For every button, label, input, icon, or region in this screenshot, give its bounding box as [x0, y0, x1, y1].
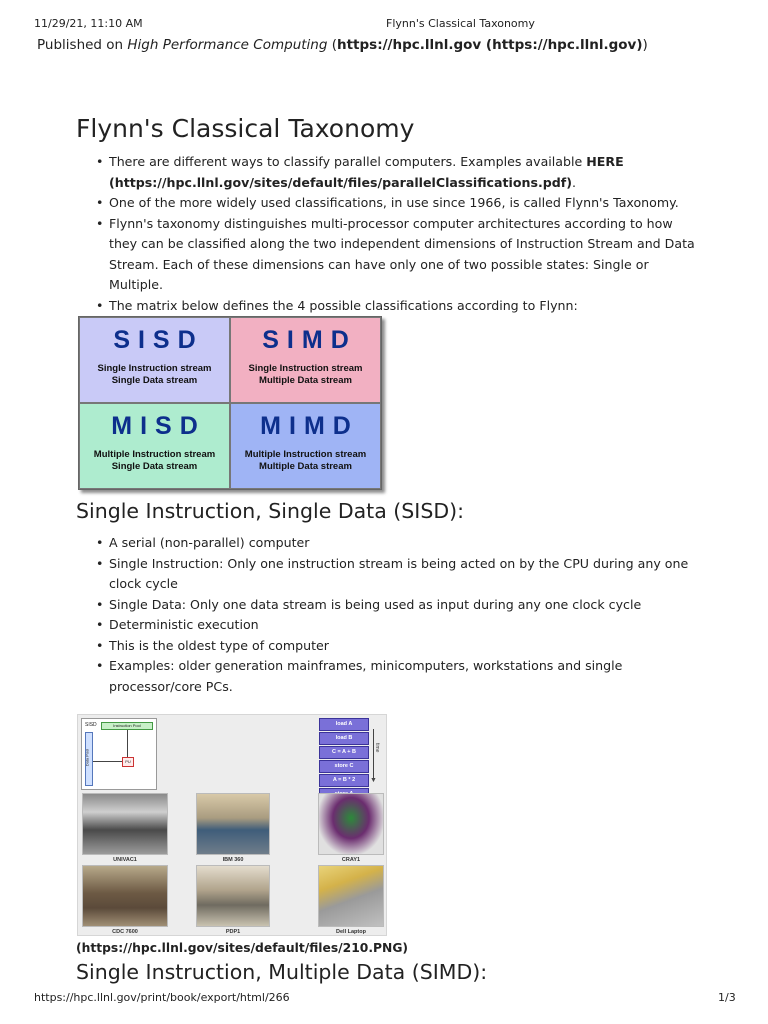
photo-cray1 [318, 793, 384, 863]
matrix-cell-mimd [230, 403, 381, 489]
matrix-cell-desc [94, 449, 215, 473]
list-item: • Single Data: Only one data stream is being used as input during any one clock cycle [92, 595, 702, 616]
dell-laptop-image [318, 865, 384, 927]
matrix-desc-line: Single Instruction stream [97, 363, 212, 374]
data-pool [85, 732, 93, 786]
site-name: High Performance Computing [127, 37, 328, 53]
time-label: time [374, 743, 380, 753]
cdc7600-image [82, 865, 168, 927]
matrix-desc-line: Multiple Data stream [259, 375, 352, 386]
matrix-cell-desc [248, 363, 362, 387]
list-item-text: There are different ways to classify parallel computers. Examples available [109, 154, 587, 169]
data-pool-label: Data Pool [84, 748, 90, 767]
matrix-cell-abbr: MISD [111, 412, 206, 440]
matrix-desc-line: Multiple Instruction stream [244, 449, 367, 460]
sisd-heading: Single Instruction, Single Data (SISD): [76, 499, 465, 523]
matrix-desc-line: Single Data stream [111, 461, 198, 472]
site-url-link[interactable]: https://hpc.llnl.gov (https://hpc.llnl.gov) [336, 37, 643, 53]
photo-cdc7600 [82, 865, 168, 935]
intro-bullet-list [92, 152, 702, 316]
matrix-cell-desc [245, 449, 366, 473]
print-page-number: 1/3 [718, 991, 736, 1004]
list-item [92, 152, 702, 193]
page-title: Flynn's Classical Taxonomy [76, 114, 415, 143]
matrix-cell-sisd [79, 317, 230, 403]
connector-line [93, 761, 122, 762]
photo-caption: IBM 360 [222, 857, 244, 863]
list-item: • This is the oldest type of computer [92, 636, 702, 657]
photo-caption: Dell Laptop [336, 929, 366, 935]
instruction-step: load A [319, 718, 369, 731]
photo-caption: UNIVAC1 [113, 857, 137, 863]
matrix-desc-line: Multiple Data stream [259, 461, 352, 472]
univac1-image [82, 793, 168, 855]
here-link[interactable]: HERE [586, 154, 624, 169]
list-item-suffix: . [572, 174, 577, 190]
instruction-step: C = A + B [319, 746, 369, 759]
sisd-figure [77, 714, 387, 936]
photo-dell-laptop [318, 865, 384, 935]
matrix-cell-abbr: MIMD [260, 412, 359, 440]
matrix-desc-line: Single Instruction stream [248, 363, 363, 374]
photo-pdp1 [196, 865, 270, 935]
matrix-cell-abbr: SISD [113, 326, 204, 354]
timeline-axis [373, 729, 374, 779]
print-page-title: Flynn's Classical Taxonomy [386, 17, 535, 30]
published-line [37, 37, 648, 53]
matrix-cell-abbr: SIMD [262, 326, 357, 354]
matrix-cell-simd [230, 317, 381, 403]
instruction-step: store C [319, 760, 369, 773]
print-footer-url: https://hpc.llnl.gov/print/book/export/html/266 [34, 991, 290, 1004]
photo-ibm360 [196, 793, 270, 863]
matrix-desc-line: Single Data stream [111, 375, 198, 386]
photo-caption: CDC 7600 [112, 929, 138, 935]
instruction-stack [319, 718, 369, 802]
diagram-label: SISD [85, 722, 97, 728]
photo-caption: CRAY1 [341, 857, 361, 863]
list-item: • Examples: older generation mainframes, minicomputers, workstations and single processor/core PCs. [92, 656, 702, 697]
cray1-image [318, 793, 384, 855]
published-prefix: Published on [37, 37, 128, 53]
sisd-bullet-list [92, 533, 702, 697]
arrow-down-icon: ▼ [370, 777, 377, 784]
instruction-step: A = B * 2 [319, 774, 369, 787]
list-item: • The matrix below defines the 4 possible classifications according to Flynn: [92, 296, 702, 317]
pdp1-image [196, 865, 270, 927]
simd-heading: Single Instruction, Multiple Data (SIMD): [76, 960, 488, 984]
matrix-desc-line: Multiple Instruction stream [93, 449, 216, 460]
photo-caption: PDP1 [225, 929, 241, 935]
list-item: • Single Instruction: Only one instruction stream is being acted on by the CPU during any one clock cycle [92, 554, 702, 595]
flynn-matrix [78, 316, 382, 490]
connector-line [127, 730, 128, 757]
instruction-step: load B [319, 732, 369, 745]
here-link-url[interactable]: (https://hpc.llnl.gov/sites/default/files/parallelClassifications.pdf) [109, 174, 572, 190]
published-close-paren: ) [642, 37, 648, 53]
list-item: • A serial (non-parallel) computer [92, 533, 702, 554]
matrix-cell-misd [79, 403, 230, 489]
list-item: • Flynn's taxonomy distinguishes multi-processor computer architectures according to how they can be classified along the two independent dimensions of Instruction Stream and Data Stream. Each of these dimensions can have only one of two possible states: Single or Multiple. [92, 214, 702, 296]
instruction-pool: Instruction Pool [101, 722, 153, 730]
list-item: • One of the more widely used classifications, in use since 1966, is called Flynn's Taxonomy. [92, 193, 702, 214]
published-open-paren: ( [327, 37, 337, 53]
sisd-diagram [81, 718, 157, 790]
figure-image-link[interactable]: (https://hpc.llnl.gov/sites/default/files/210.PNG) [76, 941, 409, 955]
photo-univac1 [82, 793, 168, 863]
print-datetime: 11/29/21, 11:10 AM [34, 17, 143, 30]
processing-unit: PU [122, 757, 134, 767]
list-item: • Deterministic execution [92, 615, 702, 636]
matrix-cell-desc [97, 363, 211, 387]
ibm360-image [196, 793, 270, 855]
